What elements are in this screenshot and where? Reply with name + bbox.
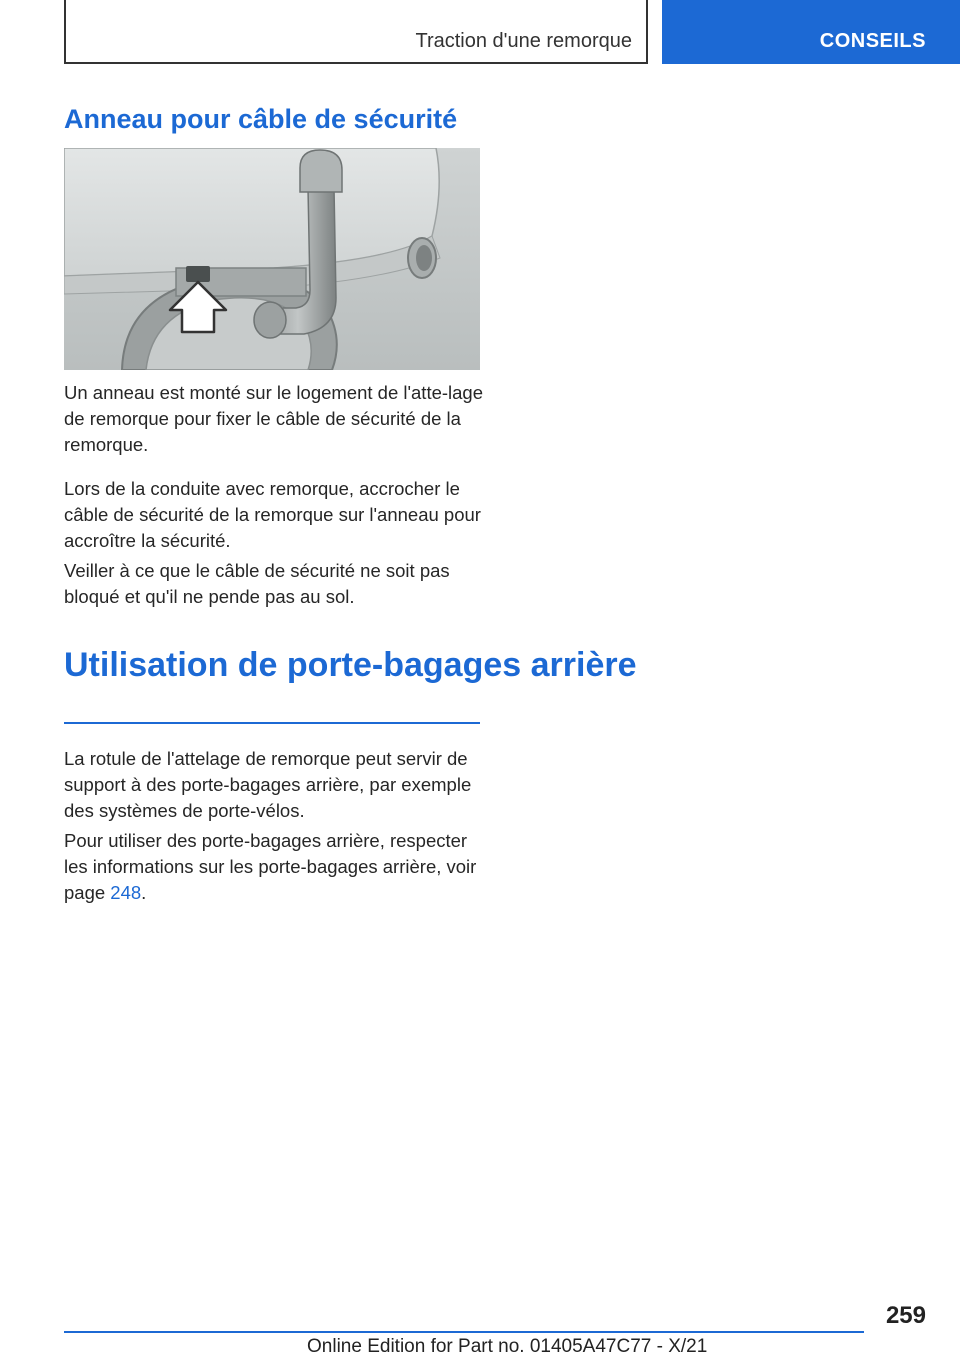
- section1-paragraph-1: Un anneau est monté sur le logement de l'atte-lage de remorque pour fixer le câble de sécurité de la remorque.: [64, 382, 484, 455]
- section2-paragraph-1: La rotule de l'attelage de remorque peut servir de support à des porte-bagages arrière, par exemple des systèmes de porte-vélos.: [64, 748, 472, 821]
- section-title-underline: [64, 722, 480, 724]
- section2-paragraph-2-text: Pour utiliser des porte-bagages arrière, respecter les informations sur les porte-bagages arrière, voir page: [64, 830, 477, 903]
- header-chapter-box: [64, 0, 648, 64]
- header-section-tab-label: CONSEILS: [819, 30, 926, 52]
- page-number: 259: [885, 1302, 926, 1329]
- header-section-tab[interactable]: [662, 0, 960, 64]
- section2-paragraph-2: [64, 828, 484, 906]
- section1-paragraph-2: Lors de la conduite avec remorque, accrocher le câble de sécurité de la remorque sur l'anneau pour accroître la sécurité.: [64, 478, 481, 551]
- header-chapter-title: Traction d'une remorque: [415, 30, 632, 52]
- section1-paragraph-3: Veiller à ce que le câble de sécurité ne soit pas bloqué et qu'il ne pende pas au sol.: [64, 560, 450, 607]
- section-title-safety-ring: Anneau pour câble de sécurité: [64, 104, 458, 134]
- footer-rule: [64, 1331, 864, 1333]
- footer-edition-text: Online Edition for Part no. 01405A47C77 - X/21: [307, 1336, 708, 1357]
- tow-hitch-illustration: [64, 148, 480, 370]
- section2-paragraph-2-suffix: .: [141, 882, 147, 903]
- section-title-rear-carrier: Utilisation de porte-bagages arrière: [64, 646, 637, 684]
- page-reference-link[interactable]: 248: [110, 882, 142, 903]
